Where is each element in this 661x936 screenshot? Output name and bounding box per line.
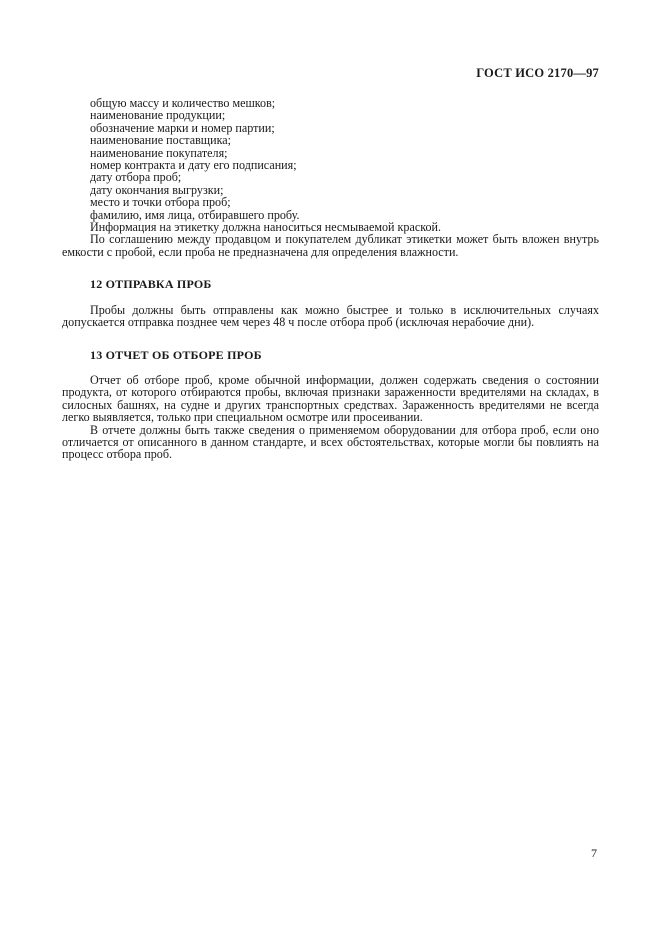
list-item: обозначение марки и номер партии; [90, 120, 275, 135]
list-item: наименование продукции; [90, 108, 226, 123]
list-item: фамилию, имя лица, отбиравшего пробу. [90, 207, 300, 222]
page-number: 7 [591, 846, 597, 860]
document-body [62, 96, 599, 462]
section-12-text: Пробы должны быть отправлены как можно быстрее и только в исключительных случаях допускается отправка позднее чем через 48 ч после отбора проб (исключая нерабочие дни). [62, 302, 599, 330]
section-13-heading: 13 ОТЧЕТ ОБ ОТБОРЕ ПРОБ [90, 347, 262, 362]
list-item: общую массу и количество мешков; [90, 96, 276, 110]
list-item: дату окончания выгрузки; [90, 182, 224, 197]
duplicate-label-paragraph: По соглашению между продавцом и покупателем дубликат этикетки может быть вложен внутрь емкости с пробой, если проба не предназначена для определения влажности. [62, 232, 599, 259]
list-item: место и точки отбора проб; [90, 195, 231, 210]
list-item: наименование покупателя; [90, 145, 228, 160]
list-item: наименование поставщика; [90, 133, 232, 148]
label-list [90, 97, 599, 221]
section-13-paragraph-1: Отчет об отборе проб, кроме обычной информации, должен содержать сведения о состоянии продукта, от которого отбираются пробы, включая признаки зараженности вредителями на складах, в силосных башнях, на судне и других транспортных средствах. Зараженность вредителями не всегда легко выявляется, только при специальном осмотре или просеивании. [62, 372, 599, 425]
document-standard-header: ГОСТ ИСО 2170—97 [476, 66, 599, 80]
ink-note-paragraph: Информация на этикетку должна наноситься несмываемой краской. [90, 220, 442, 235]
section-13-paragraph-2: В отчете должны быть также сведения о применяемом оборудовании для отбора проб, если оно отличается от описанного в данном стандарте, и всех обстоятельствах, которые могли бы повлиять на процесс отбора проб. [62, 422, 599, 462]
section-12-heading: 12 ОТПРАВКА ПРОБ [90, 277, 212, 292]
list-item: дату отбора проб; [90, 170, 182, 185]
list-item: номер контракта и дату его подписания; [90, 158, 297, 173]
